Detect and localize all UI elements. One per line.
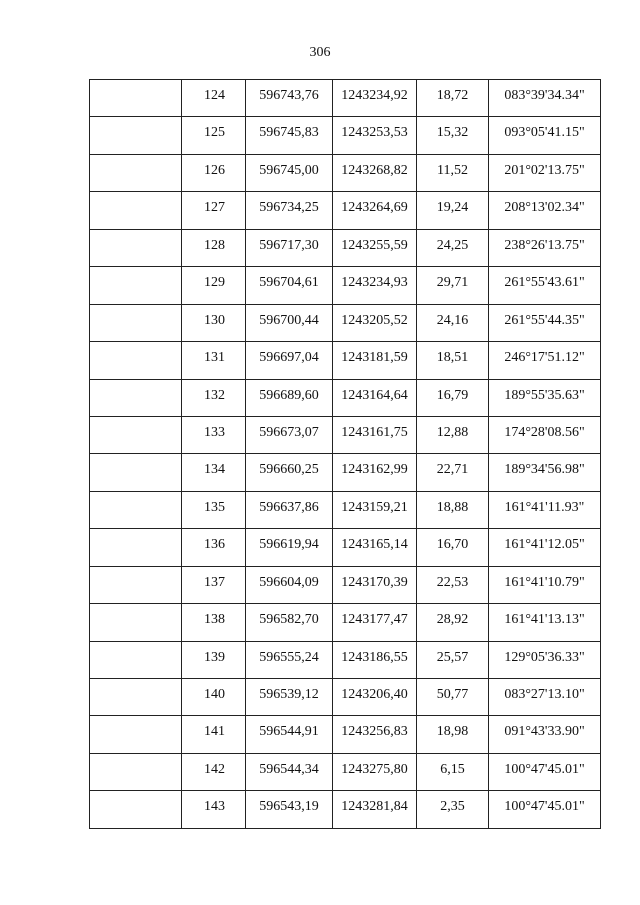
- bearing-angle-cell-text: 261°55'43.61": [504, 275, 585, 291]
- segment-length-cell-text: 18,98: [436, 724, 469, 740]
- segment-length-cell-text: 15,32: [436, 125, 469, 141]
- blank-cell-text: [90, 380, 181, 389]
- blank-cell: [90, 154, 182, 191]
- segment-length-cell: [417, 641, 489, 678]
- bearing-angle-cell: [489, 342, 601, 379]
- segment-length-cell: [417, 529, 489, 566]
- segment-length-cell: [417, 80, 489, 117]
- y-coordinate-cell-text: 1243255,59: [341, 237, 408, 253]
- point-number-cell: [182, 80, 246, 117]
- blank-cell: [90, 80, 182, 117]
- y-coordinate-cell: [333, 416, 417, 453]
- x-coordinate-cell: [246, 304, 333, 341]
- coordinates-table: [89, 79, 601, 829]
- table-row: [90, 566, 601, 603]
- segment-length-cell: [417, 566, 489, 603]
- segment-length-cell: [417, 753, 489, 790]
- x-coordinate-cell-text: 596673,07: [259, 424, 319, 440]
- y-coordinate-cell: [333, 117, 417, 154]
- x-coordinate-cell-text: 596604,09: [259, 574, 319, 590]
- bearing-angle-cell-text: 091°43'33.90": [504, 724, 585, 740]
- segment-length-cell-text: 29,71: [436, 275, 469, 291]
- blank-cell-text: [90, 492, 181, 501]
- x-coordinate-cell: [246, 117, 333, 154]
- y-coordinate-cell: [333, 491, 417, 528]
- table-row: [90, 679, 601, 716]
- bearing-angle-cell: [489, 154, 601, 191]
- segment-length-cell-text: 18,51: [436, 350, 469, 366]
- point-number-cell: [182, 454, 246, 491]
- y-coordinate-cell: [333, 753, 417, 790]
- segment-length-cell-text: 22,53: [436, 574, 469, 590]
- segment-length-cell-text: 16,70: [436, 537, 469, 553]
- x-coordinate-cell-text: 596743,76: [259, 88, 319, 103]
- point-number-cell-text: 125: [204, 125, 225, 141]
- blank-cell-text: [90, 417, 181, 426]
- point-number-cell-text: 136: [204, 537, 225, 553]
- segment-length-cell: [417, 342, 489, 379]
- x-coordinate-cell-text: 596544,34: [259, 761, 319, 777]
- bearing-angle-cell: [489, 679, 601, 716]
- blank-cell: [90, 753, 182, 790]
- bearing-angle-cell-text: 093°05'41.15": [504, 125, 585, 141]
- segment-length-cell: [417, 791, 489, 828]
- y-coordinate-cell-text: 1243275,80: [341, 761, 408, 777]
- blank-cell-text: [90, 267, 181, 276]
- point-number-cell: [182, 716, 246, 753]
- bearing-angle-cell-text: 238°26'13.75": [504, 237, 585, 253]
- bearing-angle-cell-text: 201°02'13.75": [504, 162, 585, 178]
- point-number-cell-text: 128: [204, 237, 225, 253]
- point-number-cell: [182, 416, 246, 453]
- bearing-angle-cell: [489, 753, 601, 790]
- table-row: [90, 192, 601, 229]
- blank-cell-text: [90, 80, 181, 89]
- table-row: [90, 791, 601, 828]
- segment-length-cell-text: 18,72: [436, 88, 469, 103]
- x-coordinate-cell-text: 596745,00: [259, 162, 319, 178]
- y-coordinate-cell-text: 1243159,21: [341, 499, 408, 515]
- segment-length-cell-text: 24,25: [436, 237, 469, 253]
- y-coordinate-cell: [333, 791, 417, 828]
- blank-cell-text: [90, 567, 181, 576]
- segment-length-cell: [417, 117, 489, 154]
- bearing-angle-cell: [489, 267, 601, 304]
- x-coordinate-cell: [246, 679, 333, 716]
- y-coordinate-cell-text: 1243177,47: [341, 612, 408, 628]
- x-coordinate-cell: [246, 641, 333, 678]
- table-row: [90, 604, 601, 641]
- segment-length-cell-text: 28,92: [436, 612, 469, 628]
- point-number-cell-text: 143: [204, 799, 225, 815]
- y-coordinate-cell: [333, 604, 417, 641]
- segment-length-cell: [417, 192, 489, 229]
- bearing-angle-cell-text: 161°41'12.05": [504, 537, 585, 553]
- x-coordinate-cell-text: 596543,19: [259, 799, 319, 815]
- segment-length-cell: [417, 604, 489, 641]
- segment-length-cell-text: 25,57: [436, 649, 469, 665]
- x-coordinate-cell-text: 596544,91: [259, 724, 319, 740]
- bearing-angle-cell: [489, 641, 601, 678]
- point-number-cell: [182, 753, 246, 790]
- segment-length-cell: [417, 716, 489, 753]
- page-number: 306: [309, 45, 331, 60]
- x-coordinate-cell: [246, 154, 333, 191]
- table-row: [90, 716, 601, 753]
- x-coordinate-cell-text: 596539,12: [259, 687, 319, 702]
- point-number-cell-text: 137: [204, 574, 225, 590]
- bearing-angle-cell-text: 261°55'44.35": [504, 312, 585, 328]
- y-coordinate-cell-text: 1243170,39: [341, 574, 408, 590]
- bearing-angle-cell: [489, 529, 601, 566]
- x-coordinate-cell: [246, 192, 333, 229]
- y-coordinate-cell-text: 1243161,75: [341, 424, 408, 440]
- blank-cell-text: [90, 754, 181, 763]
- y-coordinate-cell-text: 1243164,64: [341, 387, 408, 403]
- segment-length-cell-text: 50,77: [436, 687, 469, 702]
- segment-length-cell: [417, 454, 489, 491]
- blank-cell: [90, 791, 182, 828]
- bearing-angle-cell: [489, 304, 601, 341]
- segment-length-cell: [417, 416, 489, 453]
- point-number-cell: [182, 304, 246, 341]
- bearing-angle-cell-text: 083°27'13.10": [504, 687, 585, 702]
- blank-cell-text: [90, 604, 181, 613]
- segment-length-cell-text: 24,16: [436, 312, 469, 328]
- segment-length-cell-text: 18,88: [436, 499, 469, 515]
- blank-cell: [90, 454, 182, 491]
- bearing-angle-cell-text: 174°28'08.56": [504, 424, 585, 440]
- point-number-cell-text: 124: [204, 88, 225, 103]
- point-number-cell-text: 134: [204, 462, 225, 478]
- blank-cell: [90, 342, 182, 379]
- blank-cell-text: [90, 155, 181, 164]
- x-coordinate-cell-text: 596717,30: [259, 237, 319, 253]
- x-coordinate-cell: [246, 791, 333, 828]
- table-row: [90, 80, 601, 117]
- point-number-cell: [182, 529, 246, 566]
- point-number-cell: [182, 154, 246, 191]
- point-number-cell-text: 135: [204, 499, 225, 515]
- bearing-angle-cell-text: 161°41'10.79": [504, 574, 585, 590]
- y-coordinate-cell: [333, 192, 417, 229]
- x-coordinate-cell-text: 596734,25: [259, 200, 319, 216]
- y-coordinate-cell-text: 1243162,99: [341, 462, 408, 478]
- blank-cell: [90, 267, 182, 304]
- bearing-angle-cell: [489, 80, 601, 117]
- y-coordinate-cell: [333, 566, 417, 603]
- blank-cell-text: [90, 791, 181, 800]
- blank-cell: [90, 566, 182, 603]
- bearing-angle-cell-text: 100°47'45.01": [504, 799, 585, 815]
- point-number-cell-text: 132: [204, 387, 225, 403]
- x-coordinate-cell-text: 596619,94: [259, 537, 319, 553]
- point-number-cell-text: 141: [204, 724, 225, 740]
- segment-length-cell-text: 19,24: [436, 200, 469, 216]
- bearing-angle-cell: [489, 604, 601, 641]
- x-coordinate-cell: [246, 379, 333, 416]
- blank-cell-text: [90, 679, 181, 688]
- blank-cell: [90, 604, 182, 641]
- y-coordinate-cell-text: 1243205,52: [341, 312, 408, 328]
- point-number-cell-text: 127: [204, 200, 225, 216]
- y-coordinate-cell: [333, 529, 417, 566]
- point-number-cell: [182, 192, 246, 229]
- bearing-angle-cell: [489, 491, 601, 528]
- point-number-cell-text: 130: [204, 312, 225, 328]
- y-coordinate-cell-text: 1243206,40: [341, 687, 408, 702]
- x-coordinate-cell: [246, 529, 333, 566]
- x-coordinate-cell: [246, 416, 333, 453]
- blank-cell-text: [90, 192, 181, 201]
- bearing-angle-cell: [489, 566, 601, 603]
- blank-cell-text: [90, 342, 181, 351]
- blank-cell: [90, 716, 182, 753]
- blank-cell: [90, 416, 182, 453]
- point-number-cell-text: 131: [204, 350, 225, 366]
- bearing-angle-cell: [489, 791, 601, 828]
- point-number-cell-text: 142: [204, 761, 225, 777]
- x-coordinate-cell-text: 596745,83: [259, 125, 319, 141]
- y-coordinate-cell: [333, 304, 417, 341]
- x-coordinate-cell-text: 596704,61: [259, 275, 319, 291]
- bearing-angle-cell: [489, 117, 601, 154]
- point-number-cell: [182, 641, 246, 678]
- y-coordinate-cell-text: 1243234,93: [341, 275, 408, 291]
- segment-length-cell-text: 6,15: [440, 761, 465, 777]
- x-coordinate-cell: [246, 566, 333, 603]
- segment-length-cell: [417, 154, 489, 191]
- y-coordinate-cell-text: 1243253,53: [341, 125, 408, 141]
- y-coordinate-cell: [333, 80, 417, 117]
- point-number-cell-text: 129: [204, 275, 225, 291]
- bearing-angle-cell-text: 208°13'02.34": [504, 200, 585, 216]
- y-coordinate-cell-text: 1243256,83: [341, 724, 408, 740]
- y-coordinate-cell: [333, 679, 417, 716]
- blank-cell-text: [90, 529, 181, 538]
- segment-length-cell: [417, 304, 489, 341]
- x-coordinate-cell: [246, 229, 333, 266]
- bearing-angle-cell-text: 161°41'13.13": [504, 612, 585, 628]
- x-coordinate-cell-text: 596637,86: [259, 499, 319, 515]
- blank-cell-text: [90, 642, 181, 651]
- y-coordinate-cell-text: 1243186,55: [341, 649, 408, 665]
- segment-length-cell-text: 16,79: [436, 387, 469, 403]
- point-number-cell-text: 139: [204, 649, 225, 665]
- x-coordinate-cell-text: 596700,44: [259, 312, 319, 328]
- bearing-angle-cell-text: 083°39'34.34": [504, 88, 585, 103]
- table-row: [90, 267, 601, 304]
- bearing-angle-cell-text: 161°41'11.93": [504, 499, 585, 515]
- x-coordinate-cell-text: 596555,24: [259, 649, 319, 665]
- blank-cell: [90, 491, 182, 528]
- y-coordinate-cell: [333, 454, 417, 491]
- bearing-angle-cell: [489, 379, 601, 416]
- blank-cell: [90, 641, 182, 678]
- table-row: [90, 117, 601, 154]
- point-number-cell-text: 138: [204, 612, 225, 628]
- bearing-angle-cell: [489, 192, 601, 229]
- x-coordinate-cell-text: 596660,25: [259, 462, 319, 478]
- segment-length-cell: [417, 229, 489, 266]
- y-coordinate-cell: [333, 342, 417, 379]
- blank-cell: [90, 679, 182, 716]
- table-row: [90, 379, 601, 416]
- bearing-angle-cell-text: 189°55'35.63": [504, 387, 585, 403]
- x-coordinate-cell-text: 596689,60: [259, 387, 319, 403]
- x-coordinate-cell: [246, 454, 333, 491]
- segment-length-cell-text: 11,52: [437, 162, 468, 178]
- table-row: [90, 491, 601, 528]
- point-number-cell: [182, 379, 246, 416]
- blank-cell-text: [90, 117, 181, 126]
- blank-cell-text: [90, 716, 181, 725]
- blank-cell-text: [90, 454, 181, 463]
- y-coordinate-cell: [333, 229, 417, 266]
- x-coordinate-cell: [246, 604, 333, 641]
- bearing-angle-cell-text: 100°47'45.01": [504, 761, 585, 777]
- table-row: [90, 154, 601, 191]
- table-row: [90, 304, 601, 341]
- blank-cell: [90, 229, 182, 266]
- blank-cell: [90, 192, 182, 229]
- bearing-angle-cell: [489, 716, 601, 753]
- x-coordinate-cell-text: 596582,70: [259, 612, 319, 628]
- y-coordinate-cell: [333, 641, 417, 678]
- y-coordinate-cell-text: 1243264,69: [341, 200, 408, 216]
- coordinates-table-body: [90, 80, 601, 829]
- bearing-angle-cell-text: 189°34'56.98": [504, 462, 585, 478]
- point-number-cell: [182, 229, 246, 266]
- point-number-cell: [182, 604, 246, 641]
- segment-length-cell: [417, 491, 489, 528]
- point-number-cell: [182, 791, 246, 828]
- segment-length-cell: [417, 379, 489, 416]
- table-row: [90, 641, 601, 678]
- blank-cell: [90, 529, 182, 566]
- table-row: [90, 416, 601, 453]
- x-coordinate-cell: [246, 753, 333, 790]
- bearing-angle-cell-text: 129°05'36.33": [504, 649, 585, 665]
- y-coordinate-cell: [333, 379, 417, 416]
- x-coordinate-cell: [246, 80, 333, 117]
- blank-cell: [90, 304, 182, 341]
- point-number-cell-text: 126: [204, 162, 225, 178]
- bearing-angle-cell-text: 246°17'51.12": [504, 350, 585, 366]
- y-coordinate-cell-text: 1243165,14: [341, 537, 408, 553]
- point-number-cell: [182, 679, 246, 716]
- x-coordinate-cell-text: 596697,04: [259, 350, 319, 366]
- x-coordinate-cell: [246, 716, 333, 753]
- segment-length-cell-text: 2,35: [440, 799, 465, 815]
- bearing-angle-cell: [489, 229, 601, 266]
- point-number-cell: [182, 566, 246, 603]
- y-coordinate-cell-text: 1243281,84: [341, 799, 408, 815]
- segment-length-cell: [417, 679, 489, 716]
- bearing-angle-cell: [489, 454, 601, 491]
- table-row: [90, 342, 601, 379]
- point-number-cell: [182, 117, 246, 154]
- y-coordinate-cell: [333, 267, 417, 304]
- segment-length-cell-text: 22,71: [436, 462, 469, 478]
- table-row: [90, 454, 601, 491]
- y-coordinate-cell: [333, 154, 417, 191]
- table-row: [90, 229, 601, 266]
- y-coordinate-cell-text: 1243181,59: [341, 350, 408, 366]
- point-number-cell: [182, 267, 246, 304]
- point-number-cell-text: 140: [204, 687, 225, 702]
- point-number-cell: [182, 342, 246, 379]
- y-coordinate-cell: [333, 716, 417, 753]
- bearing-angle-cell: [489, 416, 601, 453]
- point-number-cell-text: 133: [204, 424, 225, 440]
- x-coordinate-cell: [246, 267, 333, 304]
- x-coordinate-cell: [246, 342, 333, 379]
- segment-length-cell-text: 12,88: [436, 424, 469, 440]
- blank-cell: [90, 379, 182, 416]
- segment-length-cell: [417, 267, 489, 304]
- blank-cell: [90, 117, 182, 154]
- point-number-cell: [182, 491, 246, 528]
- blank-cell-text: [90, 230, 181, 239]
- blank-cell-text: [90, 305, 181, 314]
- y-coordinate-cell-text: 1243268,82: [341, 162, 408, 178]
- x-coordinate-cell: [246, 491, 333, 528]
- y-coordinate-cell-text: 1243234,92: [341, 88, 408, 103]
- table-row: [90, 753, 601, 790]
- table-row: [90, 529, 601, 566]
